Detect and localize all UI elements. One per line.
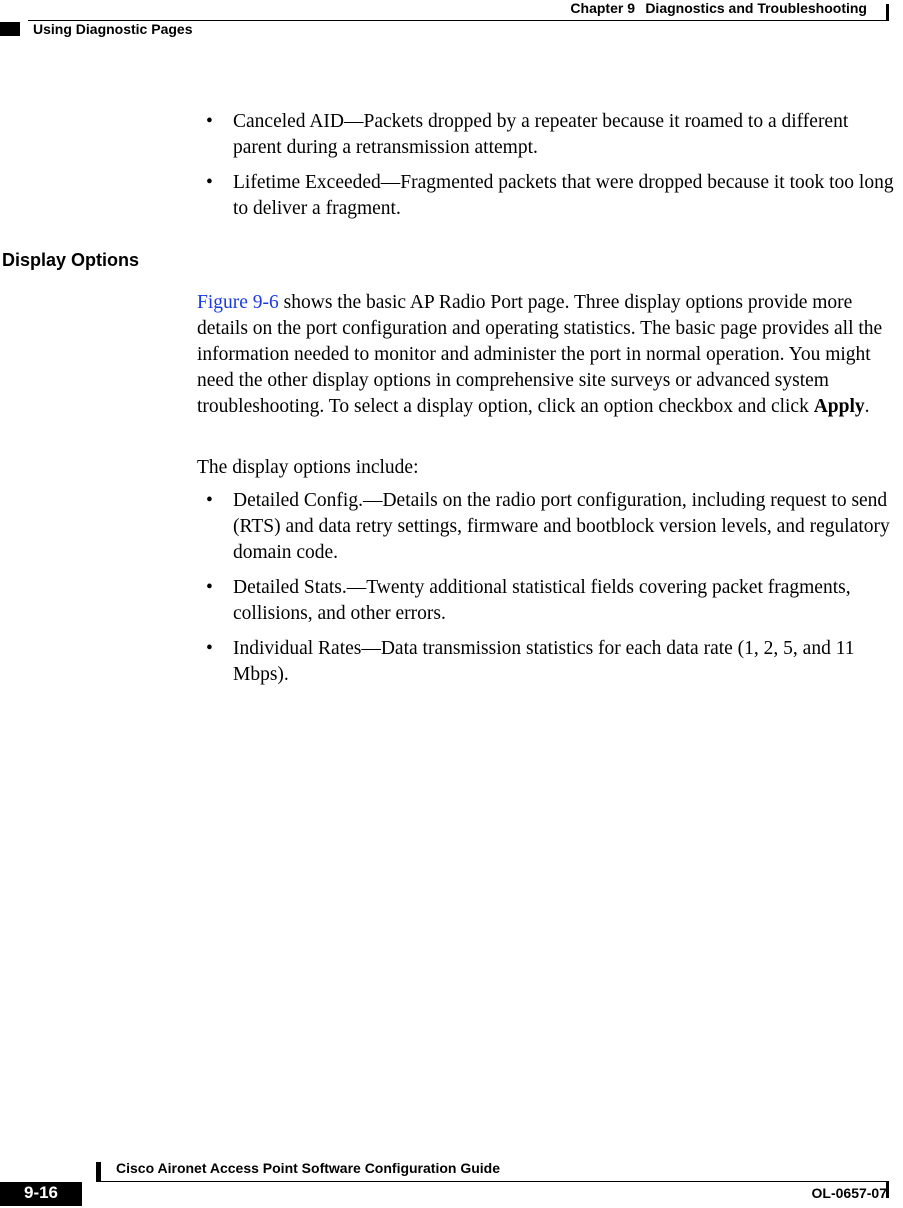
bullet-icon: • [206,490,213,511]
intro-end: . [864,396,870,417]
list-item [206,488,897,566]
list-item-text: Detailed Config.—Details on the radio port configuration, including request to send (RTS) and data retry settings, firmware and bootblock version levels, and regulatory domain code. [233,490,890,563]
intro-paragraph [197,290,897,420]
page-number: 9-16 [23,1183,59,1202]
section-title: Using Diagnostic Pages [33,21,193,37]
bullet-icon: • [206,111,213,132]
footer-tab [96,1162,101,1182]
bullet-icon: • [206,577,213,598]
doc-number: OL-0657-07 [811,1185,887,1201]
footer-rule [96,1181,889,1182]
guide-title: Cisco Aironet Access Point Software Configuration Guide [116,1160,501,1176]
list-item [206,170,897,222]
list-item [206,636,897,688]
section-heading: Display Options [2,250,140,270]
bullet-icon: • [206,172,213,193]
list-item-text: Lifetime Exceeded—Fragmented packets that were dropped because it took too long to deliver a fragment. [233,172,894,219]
chapter-label: Chapter 9 [570,0,635,16]
list-item-text: Detailed Stats.—Twenty additional statistical fields covering packet fragments, collisions, and other errors. [233,577,851,624]
bullet-icon: • [206,638,213,659]
list-item-text: Individual Rates—Data transmission statistics for each data rate (1, 2, 5, and 11 Mbps). [233,638,855,685]
figure-link[interactable]: Figure 9-6 [197,292,279,313]
apply-keyword: Apply [813,396,865,417]
list-item [206,575,897,627]
list-item-text: Canceled AID—Packets dropped by a repeater because it roamed to a different parent during a retransmission attempt. [233,111,849,158]
list-item [206,109,897,161]
options-intro: The display options include: [197,457,419,478]
header-end-bar [886,4,889,21]
header-block [0,22,20,36]
chapter-title: Diagnostics and Troubleshooting [645,0,867,16]
intro-text: shows the basic AP Radio Port page. Three display options provide more details on the port configuration and operating statistics. The basic page provides all the information needed to monitor and administer the port in normal operation. You might need the other display options in comprehensive site surveys or advanced system troubleshooting. To select a display option, click an option checkbox and click [197,292,883,417]
